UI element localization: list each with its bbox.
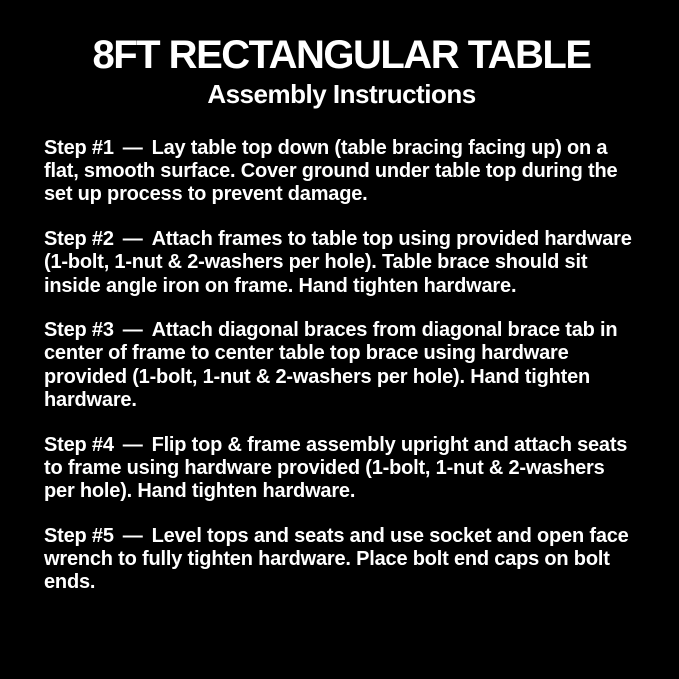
step-1-label: Step #1 [44, 136, 114, 159]
step-4-text: Flip top & frame assembly upright and attach seats to frame using hardware provided (1-bolt, 1-nut & 2-washers per hole). Hand tighten hardware. [44, 433, 628, 503]
em-dash: — [122, 318, 143, 341]
em-dash: — [122, 524, 143, 547]
em-dash: — [122, 136, 143, 159]
step-2 [44, 228, 639, 298]
page-subtitle: Assembly Instructions [207, 79, 476, 109]
step-2-text: Attach frames to table top using provided hardware (1-bolt, 1-nut & 2-washers per hole). Table brace should sit inside angle iron on frame. Hand tighten hardware. [44, 227, 632, 297]
em-dash: — [122, 227, 143, 250]
step-3-label: Step #3 [44, 318, 114, 341]
step-4-label: Step #4 [44, 433, 114, 456]
steps-list [44, 137, 639, 595]
step-3 [44, 319, 639, 413]
page-title: 8FT RECTANGULAR TABLE [92, 33, 591, 77]
step-5-label: Step #5 [44, 524, 114, 547]
step-5 [44, 525, 639, 595]
step-3-text: Attach diagonal braces from diagonal brace tab in center of frame to center table top brace using hardware provided (1-bolt, 1-nut & 2-washers per hole). Hand tighten hardware. [44, 318, 618, 412]
step-5-text: Level tops and seats and use socket and open face wrench to fully tighten hardware. Place bolt end caps on bolt ends. [44, 524, 629, 594]
step-1-text: Lay table top down (table bracing facing up) on a flat, smooth surface. Cover ground under table top during the set up process to prevent damage. [44, 136, 618, 206]
em-dash: — [122, 433, 143, 456]
step-1 [44, 137, 639, 207]
step-2-label: Step #2 [44, 227, 114, 250]
step-4 [44, 434, 639, 504]
